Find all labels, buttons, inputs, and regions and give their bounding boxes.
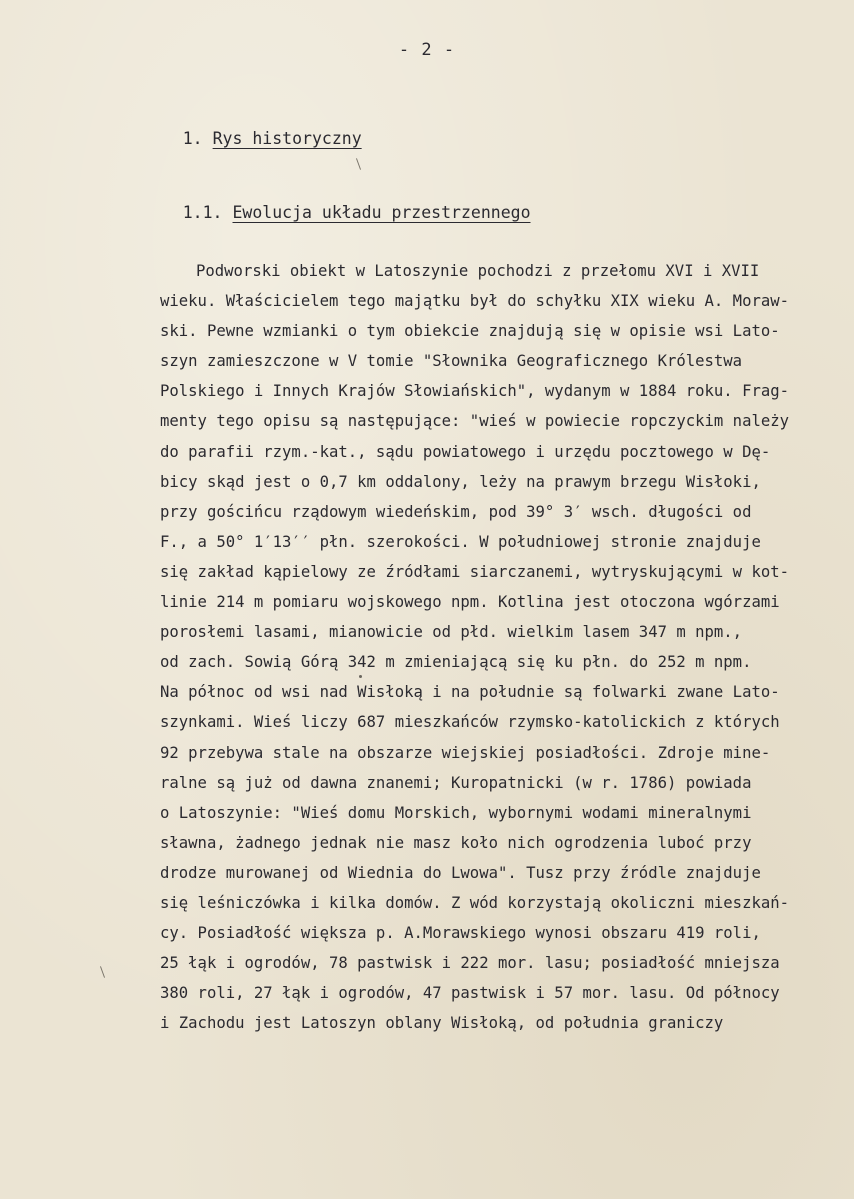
text-line: przy gościńcu rządowym wiedeńskim, pod 39° 3′ wsch. długości od bbox=[160, 502, 752, 521]
text-line: 380 roli, 27 łąk i ogrodów, 47 pastwisk i 57 mor. lasu. Od północy bbox=[160, 984, 780, 1003]
text-line: 25 łąk i ogrodów, 78 pastwisk i 222 mor. lasu; posiadłość mniejsza bbox=[160, 954, 780, 973]
text-line: do parafii rzym.-kat., sądu powiatowego i urzędu pocztowego w Dę- bbox=[160, 442, 771, 461]
text-line: drodze murowanej od Wiednia do Lwowa". Tusz przy źródle znajduje bbox=[160, 863, 761, 882]
text-line: ralne są już od dawna znanemi; Kuropatnicki (w r. 1786) powiada bbox=[160, 773, 752, 792]
text-line: o Latoszynie: "Wieś domu Morskich, wybornymi wodami mineralnymi bbox=[160, 803, 752, 822]
ink-dot bbox=[359, 675, 362, 678]
text-line: sławna, żadnego jednak nie masz koło nich ogrodzenia luboć przy bbox=[160, 833, 752, 852]
text-line: się zakład kąpielowy ze źródłami siarczanemi, wytryskującymi w kot- bbox=[160, 562, 790, 581]
page-number: - 2 - bbox=[398, 40, 456, 60]
text-line: cy. Posiadłość większa p. A.Morawskiego wynosi obszaru 419 roli, bbox=[160, 924, 761, 943]
text-line: od zach. Sowią Górą 342 m zmieniającą się ku płn. do 252 m npm. bbox=[160, 653, 752, 672]
text-line: porosłemi lasami, mianowicie od płd. wielkim lasem 347 m npm., bbox=[160, 623, 743, 642]
text-line: szyn zamieszczone w V tomie "Słownika Geograficznego Królestwa bbox=[160, 352, 743, 371]
text-line: wieku. Właścicielem tego majątku był do schyłku XIX wieku A. Moraw- bbox=[160, 292, 790, 311]
text-line: bicy skąd jest o 0,7 km oddalony, leży na prawym brzegu Wisłoki, bbox=[160, 472, 761, 491]
subsection-number: 1.1. bbox=[182, 203, 223, 222]
text-line: menty tego opisu są następujące: "wieś w powiecie ropczyckim należy bbox=[160, 412, 790, 431]
section-heading-1-1 bbox=[143, 184, 531, 241]
text-line: szynkami. Wieś liczy 687 mieszkańców rzymsko-katolickich z których bbox=[160, 713, 780, 732]
text-line: Podworski obiekt w Latoszynie pochodzi z przełomu XVI i XVII bbox=[196, 262, 760, 280]
text-line: i Zachodu jest Latoszyn oblany Wisłoką, od południa graniczy bbox=[160, 1014, 724, 1033]
text-line: Polskiego i Innych Krajów Słowiańskich", wydanym w 1884 roku. Frag- bbox=[160, 382, 790, 401]
text-line: się leśniczówka i kilka domów. Z wód korzystają okoliczni mieszkań- bbox=[160, 893, 790, 912]
text-line: Na północ od wsi nad Wisłoką i na południe są folwarki zwane Lato- bbox=[160, 683, 780, 702]
subsection-title: Ewolucja układu przestrzennego bbox=[232, 203, 531, 222]
text-line: F., a 50° 1′13′′ płn. szerokości. W południowej stronie znajduje bbox=[160, 532, 761, 551]
section-number: 1. bbox=[182, 129, 203, 148]
text-line: linie 214 m pomiaru wojskowego npm. Kotlina jest otoczona wgórzami bbox=[160, 593, 780, 612]
section-title: Rys historyczny bbox=[212, 129, 362, 148]
text-line: ski. Pewne wzmianki o tym obiekcie znajdują się w opisie wsi Lato- bbox=[160, 322, 780, 341]
text-line: 92 przebywa stale na obszarze wiejskiej posiadłości. Zdroje mine- bbox=[160, 743, 771, 762]
body-paragraph bbox=[160, 256, 850, 1038]
margin-pencil-mark bbox=[100, 966, 105, 978]
section-heading-1 bbox=[143, 110, 362, 167]
